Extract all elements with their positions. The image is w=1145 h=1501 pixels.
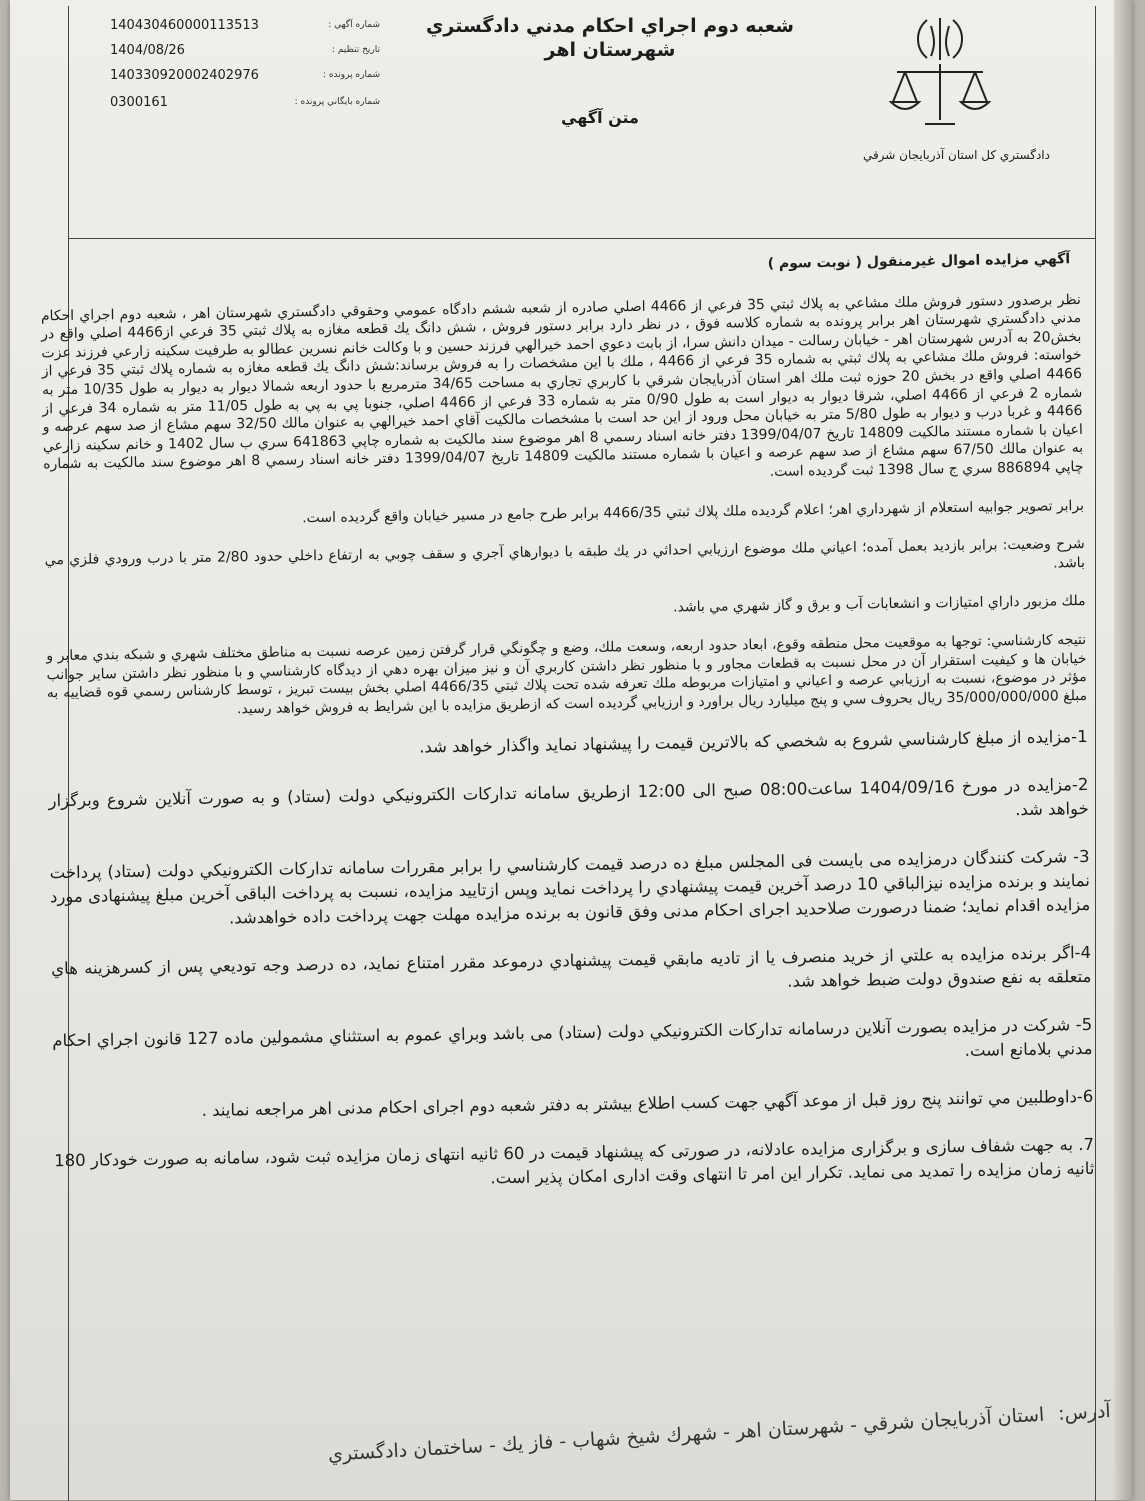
condition-5: 5- شركت در مزايده بصورت آنلاين درسامانه تداركات الكترونيكي دولت (ستاد) می باشد وبراي عموم به استثناي مشمولين ماده 127 قانون اجراي احكام مدني بلامانع است.	[52, 1015, 1093, 1061]
page-edge	[1114, 0, 1132, 1500]
notice-heading: آگهي مزايده اموال غيرمنقول ( نوبت سوم )	[767, 251, 1071, 272]
paragraph-expert-result: نتيجه كارشناسي: توجها به موقعيت محل منطقه وقوع، ابعاد حدود اربعه، وسعت ملك، وضع و چگونگي قرار گرفتن زمين عرصه نسبت به مناطق مختلف شهري و شبكه بندي معابر و خيابان ها و كيفيت استقرار آن در محل نسبت به قطعات مجاور و با منظور نظر داشتن كاربري آن و نيز ميزان بهره دهي از ديدگاه كارشناسي و با منظور نظر داشتن ساير جوانب مؤثر در موضوع، نسبت به ارزيابي عرصه و اعياني و امتيازات مربوطه ملك تعرفه شده تحت پلاك ثبتي 4466/35 اصلي بخش بيست تبريز ، توسط كارشناس رسمي قوه قضاييه به مبلغ 35/000/000/000 ريال بحروف سي و پنج ميليارد ريال براورد و ارزيابي گرديده است كه ازطريق مزايده با اين شرايط به فروش خواهد رسيد.	[46, 631, 1088, 717]
paragraph-municipality-inquiry: برابر تصوير جوابيه استعلام از شهرداري اهر؛ اعلام گرديده ملك پلاك ثبتي 4466/35 برابر طرح جامع در مسير خيابان واقع گرديده است.	[302, 497, 1085, 526]
condition-1: 1-مزايده از مبلغ كارشناسي شروع به شخصي كه بالاترين قيمت را پيشنهاد نمايد واگذار خواهد شد.	[419, 727, 1088, 757]
header-divider	[68, 238, 1096, 239]
document-page	[10, 0, 1132, 1500]
condition-7: 7. به جهت شفاف سازی و برگزاری مزايده عادلانه، در صورتی كه پيشنهاد قيمت در 60 ثانيه انتهای زمان مزايده ثبت شود، سامانه به صورت خودكار 180 ثانيه زمان مزايده را تمديد می نمايد. تكرار اين امر تا انتهای وقت اداری امكان پذير است.	[54, 1135, 1095, 1188]
condition-6: 6-داوطلبين مي توانند پنج روز قبل از موعد آگهي جهت كسب اطلاع بيشتر به دفتر شعبه دوم اجرای احكام مدنی اهر مراجعه نمايند .	[201, 1087, 1094, 1121]
meta-value: 140330920002402976	[110, 68, 259, 83]
meta-label: تاريخ تنظيم :	[332, 45, 380, 55]
paragraph-utilities: ملك مزبور داراي امتيازات و انشعابات آب و برق و گاز شهري مي باشد.	[672, 593, 1086, 616]
court-title: شعبه دوم اجراي احكام مدني دادگستري شهرستان اهر	[426, 15, 794, 61]
condition-3: 3- شركت كنندگان درمزايده می بايست فی المجلس مبلغ ده درصد قيمت كارشناسي را برابر مقررات سامانه تداركات الكترونيكي دولت (ستاد) پرداخت نمايند و برنده مزايده نيزالباقي 10 درصد آخرين قيمت پيشنهادي را پرداخت نمايد وپس ازتاييد مزايده، نسبت به پرداخت الباقی آخرين مبلغ پيشنهادی مورد مزايده اقدام نمايد؛ ضمنا درصورت صلاحديد اجرای احكام مدنی وفق قانون به برنده مزايده مهلت جهت پرداخت داده خواهدشد.	[49, 847, 1091, 928]
condition-4: 4-اگر برنده مزايده به علتي از خريد منصرف يا از تاديه مابقي قيمت پيشنهادي درموعد مقرر امتناع نمايد، ده درصد وجه توديعي پس از كسرهزينه هاي متعلقه به نفع صندوق دولت ضبط خواهد شد.	[51, 943, 1092, 991]
paragraph-status: شرح وضعيت: برابر بازديد بعمل آمده؛ اعياني ملك موضوع ارزيابي احداثي در يك طبقه با ديوارهاي آجري و سقف چوبي به ارتفاع داخلي حدود 2/80 متر با درب ورودي فلزي مي باشد.	[44, 536, 1086, 572]
meta-date	[110, 43, 380, 63]
meta-archive-number	[110, 95, 380, 115]
meta-label: شماره آگهي :	[328, 20, 380, 30]
meta-label: شماره بايگاني پرونده :	[294, 97, 380, 107]
meta-case-number	[110, 68, 380, 88]
address-text: استان آذربايجان شرقي - شهرستان اهر - شهرك شيخ شهاب - فاز يك - ساختمان دادگستري	[327, 1403, 1045, 1466]
meta-value: 1404/08/26	[110, 43, 185, 58]
meta-label: شماره پرونده :	[322, 70, 380, 80]
paragraph-property-description: نظر برصدور دستور فروش ملك مشاعي به پلاك ثبتي 35 فرعي از 4466 اصلي صادره از شعبه ششم دادگاه عمومي وحقوقي دادگستري شهرستان اهر ، شعبه دوم اجراي احكام مدني دادگستري شهرستان اهر برابر پرونده به شماره كلاسه فوق ، در نظر دارد برابر دستور فروش ، شش دانگ يك قطعه مغازه به پلاك ثبتي 35 فرعي از4466 اصلي واقع در بخش20 به آدرس شهرستان اهر - خيابان رسالت - ميدان دانش سرا، از بابت دعوي احمد خيرالهي فرزند حسين و با وكالت خانم نسرين عطالو به طرفيت سكينه زارعي فرزند عزت خواسته: فروش ملك مشاعي به پلاك ثبتي به شماره 35 فرعي از 4466 ، ملك با اين مشخصات را به فروش برساند:شش دانگ يك قطعه مغازه به شماره پلاك ثبتي 35 فرعي از 4466 اصلي واقع در بخش 20 حوزه ثبت ملك اهر استان آذربايجان شرقي با كاربري تجاري به مساحت 34/65 مترمربع با حدود اربعه شمالا ديوار به ديوار به طول 10/35 متر به شماره 2 فرعي از 4466 اصلي، شرقا ديوار به ديوار است به طول 0/90 متر به شماره 33 فرعي از 4466 اصلي، جنوبا پي به پي به طول 11/05 متر به شماره 34 فرعي از 4466 و غربا درب و ديوار به طول 5/80 متر به خيابان محل ورود از اين حد است با مشخصات مالكيت آقاي احمد خيرالهي به عنوان مالك 32/50 سهم مشاع از صد سهم عرصه و اعيان با شماره مستند مالكيت 14809 تاريخ 1399/04/07 دفتر خانه اسناد رسمي 8 اهر موضوع سند مالكيت به شماره چاپي 641863 سري ب سال 1402 و خانم سكينه زارعي به عنوان مالك 67/50 سهم مشاع از صد سهم عرصه و اعيان با شماره مستند مالكيت 14809 تاريخ 1399/04/07 دفتر خانه اسناد رسمي 8 اهر موضوع سند مالكيت به شماره چاپي 886894 سري ج سال 1398 ثبت گرديده است.	[40, 291, 1084, 480]
meta-value: 0300161	[110, 95, 168, 110]
meta-ad-number	[110, 18, 380, 38]
judiciary-emblem-icon	[885, 12, 995, 132]
notice-body	[40, 250, 1095, 1221]
condition-2: 2-مزايده در مورخ 1404/09/16 ساعت08:00 صبح الی 12:00 ازطريق سامانه تداركات الكترونيكي دولت (ستاد) و به صورت آنلاين شروع وبرگزار خواهد شد.	[48, 775, 1089, 820]
meta-value: 140430460000113513	[110, 18, 259, 33]
organization-name: دادگستري كل استان آذربايجان شرقي	[862, 148, 1050, 162]
ad-title: متن آگهي	[561, 108, 639, 127]
address-label: آدرس:	[1057, 1400, 1112, 1425]
